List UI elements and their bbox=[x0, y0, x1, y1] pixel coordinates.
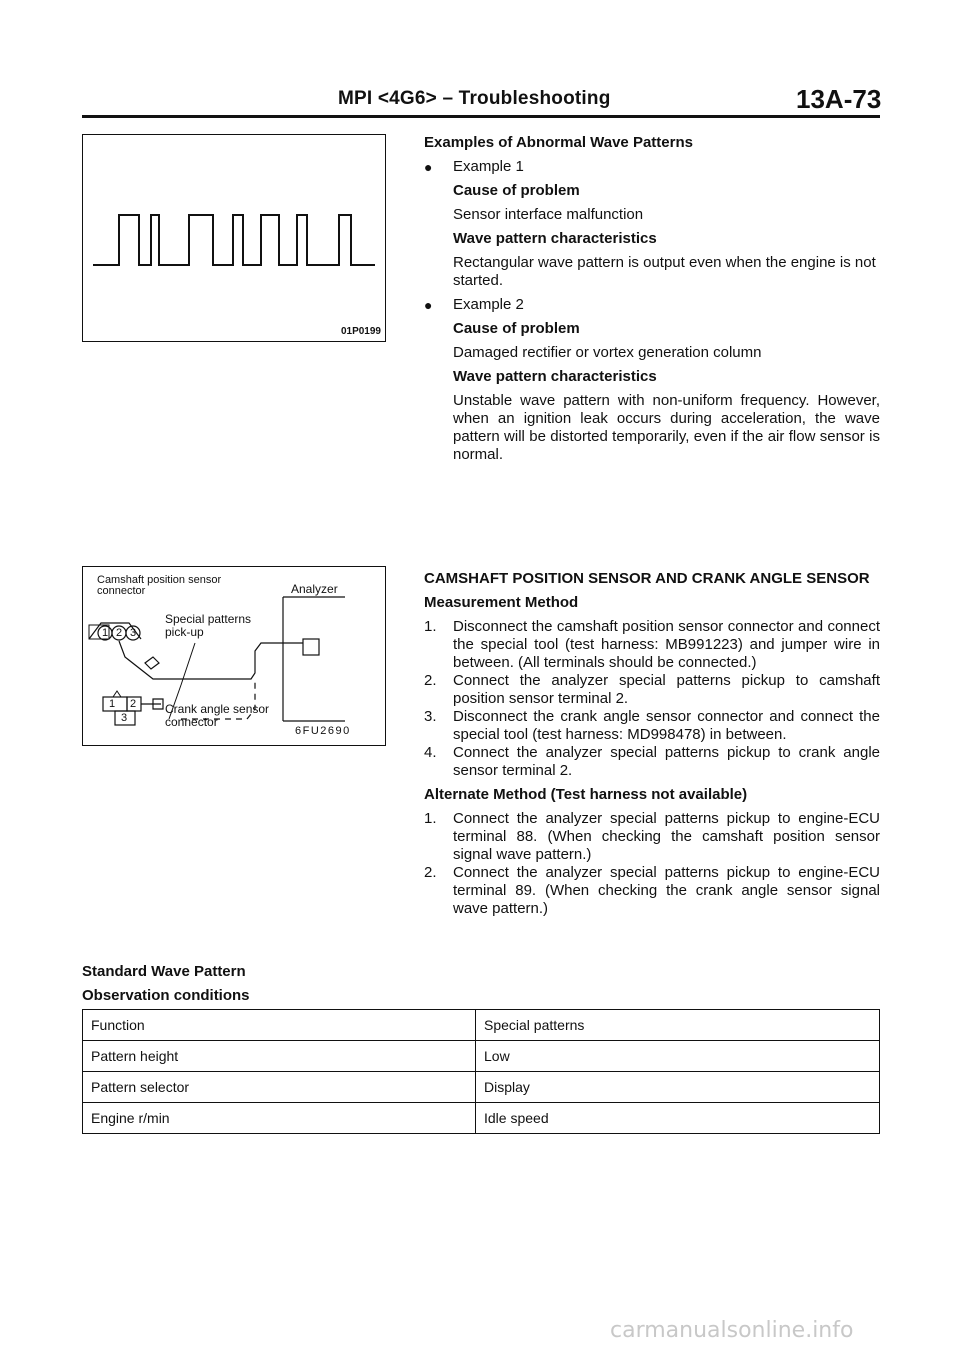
standard-wave-section bbox=[82, 960, 250, 1008]
examples-section bbox=[424, 134, 880, 470]
pickup-wire bbox=[119, 641, 303, 679]
crank-pin-2: 2 bbox=[130, 698, 137, 710]
table-value: Special patterns bbox=[476, 1010, 880, 1041]
example-2-name: Example 2 bbox=[453, 296, 524, 313]
page-number: 13A-73 bbox=[796, 84, 882, 114]
table-key: Engine r/min bbox=[83, 1103, 476, 1134]
bullet-icon: ● bbox=[424, 159, 433, 175]
table-row bbox=[83, 1041, 880, 1072]
example-2-char: Unstable wave pattern with non-uniform frequency. However, when an ignition leak occurs during acceleration, the wave pattern will be distorted temporarily, even if the air flow sensor is normal. bbox=[453, 392, 880, 463]
crank-pin-1: 1 bbox=[109, 698, 116, 710]
observation-table bbox=[82, 1009, 880, 1134]
wave-pattern-diagram bbox=[83, 135, 385, 341]
camshaft-section bbox=[424, 570, 880, 918]
alt-step-item: 1. Connect the analyzer special patterns pickup to engine-ECU terminal 88. (When checking the camshaft position sensor signal wave pattern.) bbox=[424, 810, 880, 863]
example-1-cause-label: Cause of problem bbox=[453, 182, 580, 199]
example-1-char-label: Wave pattern characteristics bbox=[453, 230, 657, 247]
table-row bbox=[83, 1103, 880, 1134]
example-2-char-label: Wave pattern characteristics bbox=[453, 368, 657, 385]
example-1 bbox=[424, 158, 880, 176]
camshaft-pin-2: 2 bbox=[116, 627, 123, 639]
table-key: Pattern height bbox=[83, 1041, 476, 1072]
wave-line bbox=[93, 215, 375, 265]
alternate-method-label: Alternate Method (Test harness not available) bbox=[424, 786, 748, 803]
connection-diagram-figure bbox=[82, 566, 386, 746]
step-item: 3. Disconnect the crank angle sensor connector and connect the special tool (test harness: MD998478) in between. bbox=[424, 708, 880, 743]
wave-pattern-figure bbox=[82, 134, 386, 342]
table-value: Low bbox=[476, 1041, 880, 1072]
example-1-cause: Sensor interface malfunction bbox=[453, 206, 644, 223]
crank-connector-label: Crank angle sensor connector bbox=[165, 702, 270, 729]
table-row bbox=[83, 1072, 880, 1103]
watermark: carmanualsonline.info bbox=[610, 1318, 854, 1343]
measurement-method-label: Measurement Method bbox=[424, 594, 579, 611]
step-item: 4. Connect the analyzer special patterns pickup to crank angle sensor terminal 2. bbox=[424, 744, 880, 779]
camshaft-pin-1: 1 bbox=[102, 627, 109, 639]
bullet-icon: ● bbox=[424, 297, 433, 313]
table-row bbox=[83, 1010, 880, 1041]
camshaft-pin-3: 3 bbox=[130, 627, 137, 639]
special-pickup-label: Special patterns pick-up bbox=[165, 612, 252, 639]
example-1-name: Example 1 bbox=[453, 158, 524, 175]
crank-pin-3: 3 bbox=[121, 712, 128, 724]
observation-label: Observation conditions bbox=[82, 987, 250, 1004]
example-2 bbox=[424, 296, 880, 314]
alt-step-item: 2. Connect the analyzer special patterns pickup to engine-ECU terminal 89. (When checking the crank angle sensor signal wave pattern.) bbox=[424, 864, 880, 917]
example-1-char: Rectangular wave pattern is output even when the engine is not started. bbox=[453, 254, 876, 289]
camshaft-section-title: CAMSHAFT POSITION SENSOR AND CRANK ANGLE SENSOR bbox=[424, 570, 870, 587]
figure-label: 6FU2690 bbox=[295, 725, 351, 737]
step-item: 1. Disconnect the camshaft position sensor connector and connect the special tool (test harness: MB991223) and jumper wire in between. (All terminals should be connected.) bbox=[424, 618, 880, 671]
step-item: 2. Connect the analyzer special patterns pickup to camshaft position sensor terminal 2. bbox=[424, 672, 880, 707]
example-2-cause-label: Cause of problem bbox=[453, 320, 580, 337]
table-value: Idle speed bbox=[476, 1103, 880, 1134]
header-title: MPI <4G6> – Troubleshooting bbox=[338, 88, 611, 109]
analyzer-jack bbox=[303, 639, 319, 655]
header-rule bbox=[82, 115, 880, 118]
figure-label: 01P0199 bbox=[340, 326, 381, 337]
crank-clip bbox=[141, 699, 163, 709]
measurement-steps bbox=[424, 618, 880, 780]
standard-wave-title: Standard Wave Pattern bbox=[82, 963, 246, 980]
table-key: Function bbox=[83, 1010, 476, 1041]
pickup-clip bbox=[145, 657, 159, 669]
table-key: Pattern selector bbox=[83, 1072, 476, 1103]
example-2-cause: Damaged rectifier or vortex generation column bbox=[453, 344, 762, 361]
camshaft-connector-label: Camshaft position sensor connector bbox=[97, 574, 222, 597]
examples-title: Examples of Abnormal Wave Patterns bbox=[424, 134, 693, 151]
analyzer-label: Analyzer bbox=[291, 582, 338, 596]
table-value: Display bbox=[476, 1072, 880, 1103]
alternate-steps bbox=[424, 810, 880, 918]
